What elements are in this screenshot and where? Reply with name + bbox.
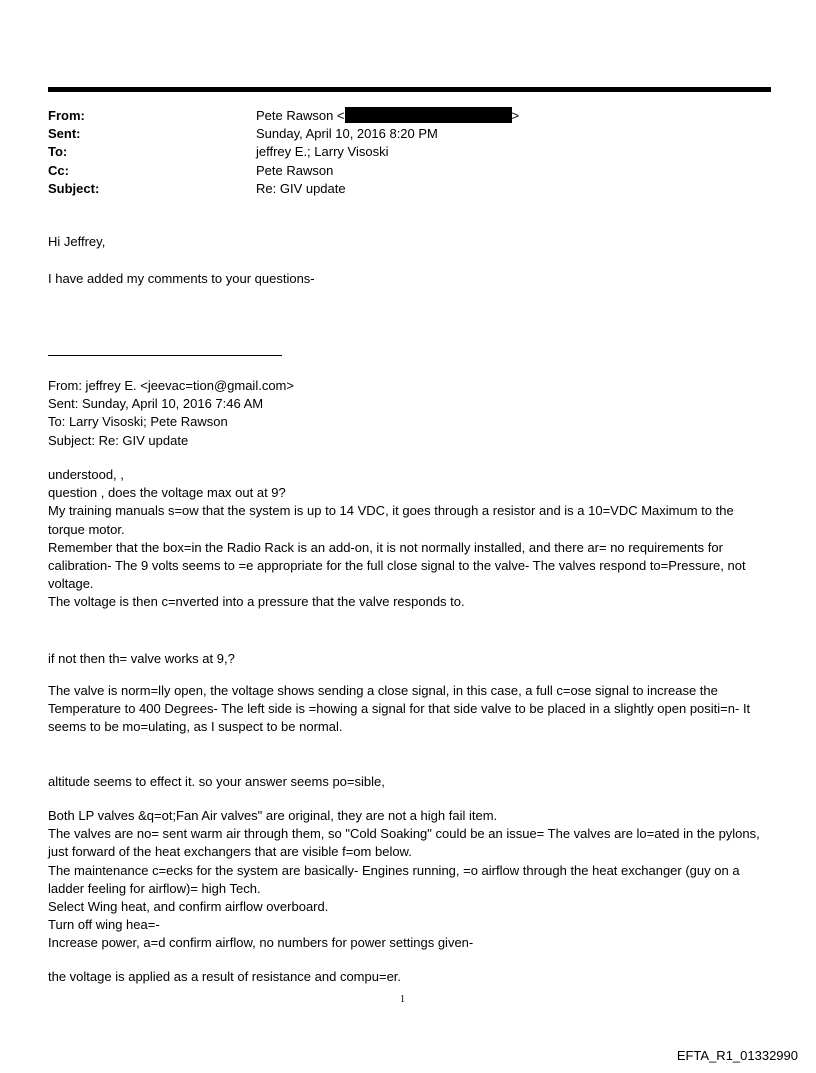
sent-value: Sunday, April 10, 2016 8:20 PM: [256, 126, 438, 142]
sent-label: Sent:: [48, 126, 81, 142]
paragraph: Select Wing heat, and confirm airflow overboard.: [48, 899, 329, 915]
from-name: Pete Rawson <: [256, 108, 345, 123]
paragraph: Increase power, a=d confirm airflow, no numbers for power settings given-: [48, 935, 474, 951]
cc-value: Pete Rawson: [256, 162, 334, 178]
block-closing: [48, 968, 768, 986]
header-subject-row: [48, 180, 519, 198]
quoted-to: To: Larry Visoski; Pete Rawson: [48, 414, 228, 430]
redaction-box: [345, 107, 512, 123]
greeting: Hi Jeffrey,: [48, 234, 106, 249]
from-label: From:: [48, 108, 85, 123]
header-to-row: [48, 143, 519, 161]
cc-label: Cc:: [48, 162, 69, 178]
subject-label: Subject:: [48, 180, 100, 196]
header-cc-row: [48, 162, 519, 180]
bates-number: EFTA_R1_01332990: [676, 1048, 798, 1063]
quoted-header: [48, 377, 768, 450]
paragraph: The voltage is then c=nverted into a pressure that the valve responds to.: [48, 594, 465, 610]
quoted-subject: Subject: Re: GIV update: [48, 432, 189, 448]
header-rule: [48, 87, 771, 92]
email-header: [48, 107, 519, 198]
header-from-row: [48, 107, 519, 125]
paragraph: the voltage is applied as a result of resistance and compu=er.: [48, 969, 402, 984]
block-valve-question: [48, 650, 768, 668]
paragraph: The valve is norm=lly open, the voltage shows sending a close signal, in this case, a full c=ose signal to increase the Temperature to 400 Degrees- The left side is =howing a signal for that side valve to be placed in a slightly open positi=n- It seems to be mo=ulating, as I suspect to be normal.: [48, 683, 751, 735]
quote-separator: [48, 355, 282, 356]
header-sent-row: [48, 125, 519, 143]
paragraph: if not then th= valve works at 9,?: [48, 651, 235, 666]
to-label: To:: [48, 144, 68, 160]
block-valve-answer: [48, 682, 768, 737]
paragraph: The valves are no= sent warm air through them, so "Cold Soaking" could be an issue= The valves are lo=ated in the pylons, just forward of the heat exchangers that are visible f=om below.: [48, 826, 760, 860]
reply-greeting-block: [48, 233, 768, 251]
quoted-from: From: jeffrey E. <jeevac=tion@gmail.com>: [48, 378, 294, 393]
paragraph: My training manuals s=ow that the system is up to 14 VDC, it goes through a resistor and is a 10=VDC Maximum to the torque motor.: [48, 503, 734, 537]
paragraph: question , does the voltage max out at 9?: [48, 485, 286, 501]
block-altitude: [48, 773, 768, 791]
quoted-sent: Sent: Sunday, April 10, 2016 7:46 AM: [48, 396, 264, 412]
paragraph: Both LP valves &q=ot;Fan Air valves" are original, they are not a high fail item.: [48, 808, 498, 823]
paragraph: altitude seems to effect it. so your answer seems po=sible,: [48, 774, 385, 789]
from-value: [256, 107, 519, 125]
block-voltage: [48, 466, 768, 612]
reply-line-block: [48, 270, 768, 288]
to-value: jeffrey E.; Larry Visoski: [256, 144, 389, 160]
page-number: 1: [400, 994, 405, 1005]
reply-line: I have added my comments to your questions-: [48, 271, 315, 286]
paragraph: Turn off wing hea=-: [48, 917, 160, 933]
paragraph: understood, ,: [48, 467, 124, 482]
paragraph: Remember that the box=in the Radio Rack is an add-on, it is not normally installed, and there ar= no requirements for calibration- The 9 volts seems to =e appropriate for the full close signal to the valve- The valves respond to=Pressure, not voltage.: [48, 539, 746, 592]
block-maintenance: [48, 807, 768, 953]
subject-value: Re: GIV update: [256, 180, 346, 196]
paragraph: The maintenance c=ecks for the system are basically- Engines running, =o airflow through the heat exchanger (guy on a ladder feeling for airflow)= high Tech.: [48, 862, 740, 896]
from-tail: >: [511, 108, 520, 123]
